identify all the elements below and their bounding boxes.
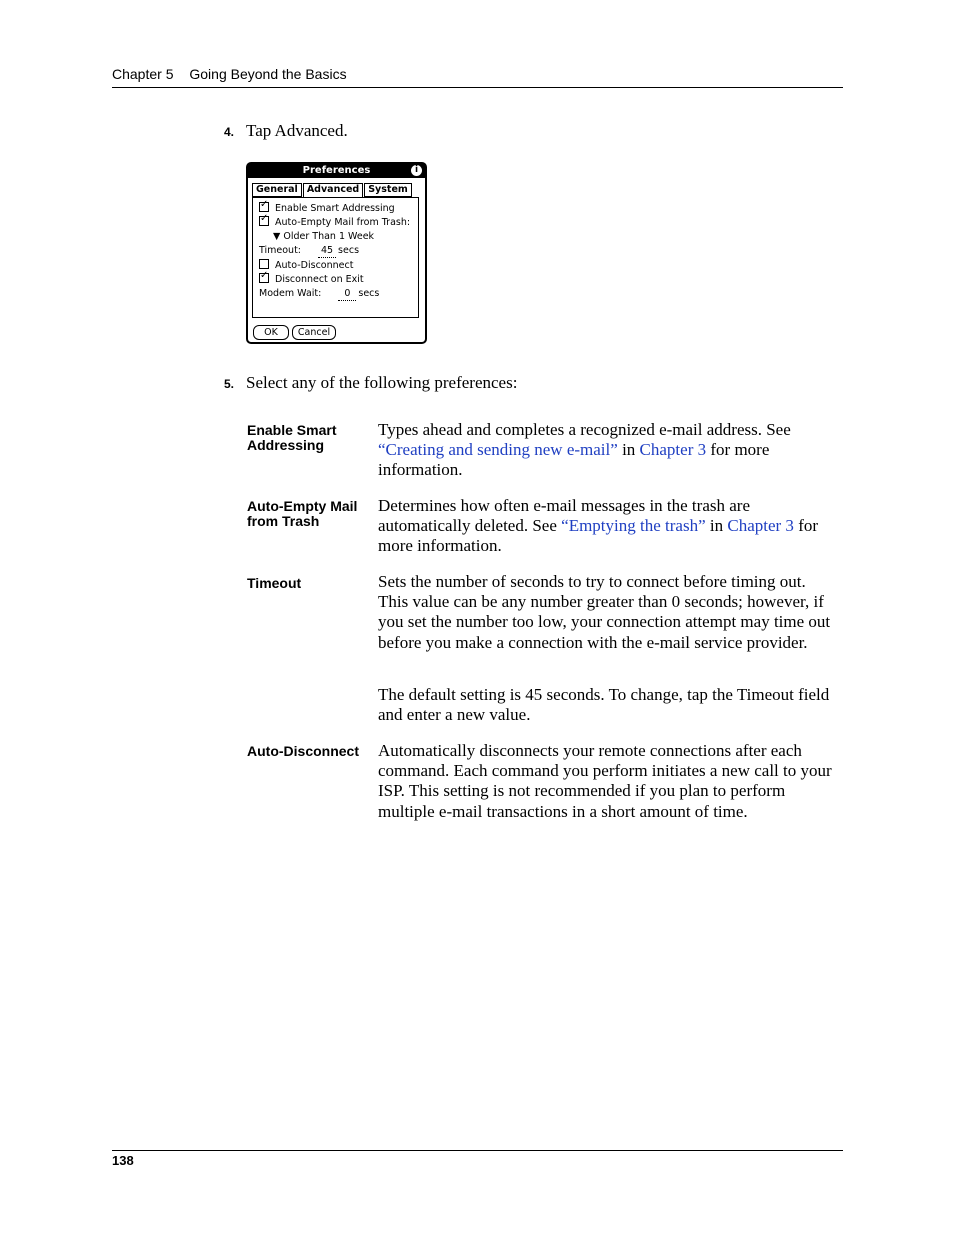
link-chapter-3[interactable]: Chapter 3	[639, 440, 707, 460]
preferences-screen	[246, 162, 427, 344]
auto-empty-row[interactable]	[259, 216, 410, 229]
step-4	[224, 121, 348, 141]
link-chapter-3[interactable]: Chapter 3	[727, 516, 794, 536]
def-text: for more information.	[378, 440, 770, 480]
auto-disconnect-label: Auto-Disconnect	[275, 260, 354, 271]
screen-title: Preferences	[302, 165, 371, 176]
step-5	[224, 373, 517, 393]
timeout-row	[259, 245, 359, 258]
modem-wait-row	[259, 288, 379, 301]
modem-wait-label: Modem Wait:	[259, 288, 322, 299]
timeout-label: Timeout:	[259, 245, 302, 256]
link-creating-sending-email[interactable]: “Creating and sending new e-mail”	[378, 440, 618, 460]
enable-smart-label: Enable Smart Addressing	[275, 203, 395, 214]
older-than-value: Older Than 1 Week	[283, 231, 375, 242]
tab-bar	[252, 183, 413, 198]
def-text: in	[705, 516, 728, 536]
def-text: Determines how often e-mail messages in the trash are automatically deleted. See	[378, 496, 750, 536]
term-timeout: Timeout	[247, 575, 302, 591]
auto-disconnect-row[interactable]	[259, 259, 353, 272]
term-enable-smart-addressing: Enable Smart Addressing	[247, 422, 337, 453]
timeout-unit: secs	[338, 245, 360, 256]
info-icon[interactable]: i	[411, 165, 422, 176]
header-title: Going Beyond the Basics	[189, 66, 347, 82]
footer-rule	[112, 1150, 843, 1151]
modem-wait-field[interactable]: 0	[338, 288, 356, 301]
advanced-panel	[252, 197, 419, 318]
def-auto-empty-mail	[378, 496, 838, 557]
enable-smart-row[interactable]	[259, 202, 395, 215]
title-bar	[248, 164, 425, 178]
step-number: 5.	[224, 377, 235, 391]
term-auto-disconnect: Auto-Disconnect	[247, 743, 359, 759]
def-timeout-p1: Sets the number of seconds to try to connect before timing out. This value can be any number greater than 0 seconds; however, if you set the number too low, your connection attempt may time out before you make a connection with the e-mail service provider.	[378, 572, 831, 652]
timeout-field[interactable]: 45	[318, 245, 336, 258]
auto-empty-checkbox[interactable]	[259, 216, 269, 226]
triangle-down-icon: ▼	[273, 231, 281, 242]
tab-general[interactable]: General	[252, 183, 302, 197]
auto-disconnect-checkbox[interactable]	[259, 259, 269, 269]
term-auto-empty-mail: Auto-Empty Mail from Trash	[247, 498, 358, 529]
enable-smart-checkbox[interactable]	[259, 202, 269, 212]
disconnect-exit-checkbox[interactable]	[259, 273, 269, 283]
def-timeout-p2: The default setting is 45 seconds. To change, tap the Timeout field and enter a new value.	[378, 685, 830, 725]
def-auto-disconnect: Automatically disconnects your remote connections after each command. Each command you perform initiates a new call to your ISP. This setting is not recommended if you plan to perform multiple e-mail transactions in a short amount of time.	[378, 741, 832, 821]
ok-button[interactable]: OK	[253, 325, 289, 340]
page-number: 138	[112, 1153, 134, 1168]
header-chapter: Chapter 5	[112, 66, 174, 82]
older-than-picker[interactable]	[273, 231, 374, 243]
def-enable-smart-addressing	[378, 420, 838, 481]
step-text: Select any of the following preferences:	[246, 373, 518, 392]
header-rule	[112, 87, 843, 88]
running-header	[112, 66, 347, 82]
def-text: Types ahead and completes a recognized e-mail address. See	[378, 420, 791, 439]
disconnect-exit-row[interactable]	[259, 273, 364, 286]
tab-advanced[interactable]: Advanced	[303, 183, 363, 198]
disconnect-exit-label: Disconnect on Exit	[275, 274, 364, 285]
def-text: for more information.	[378, 516, 819, 556]
tab-system[interactable]: System	[364, 183, 412, 197]
link-emptying-trash[interactable]: “Emptying the trash”	[561, 516, 706, 536]
cancel-button[interactable]: Cancel	[292, 325, 336, 340]
step-number: 4.	[224, 125, 235, 139]
auto-empty-label: Auto-Empty Mail from Trash:	[275, 217, 411, 228]
def-text: in	[617, 440, 640, 460]
step-text: Tap Advanced.	[246, 121, 348, 140]
modem-wait-unit: secs	[358, 288, 380, 299]
